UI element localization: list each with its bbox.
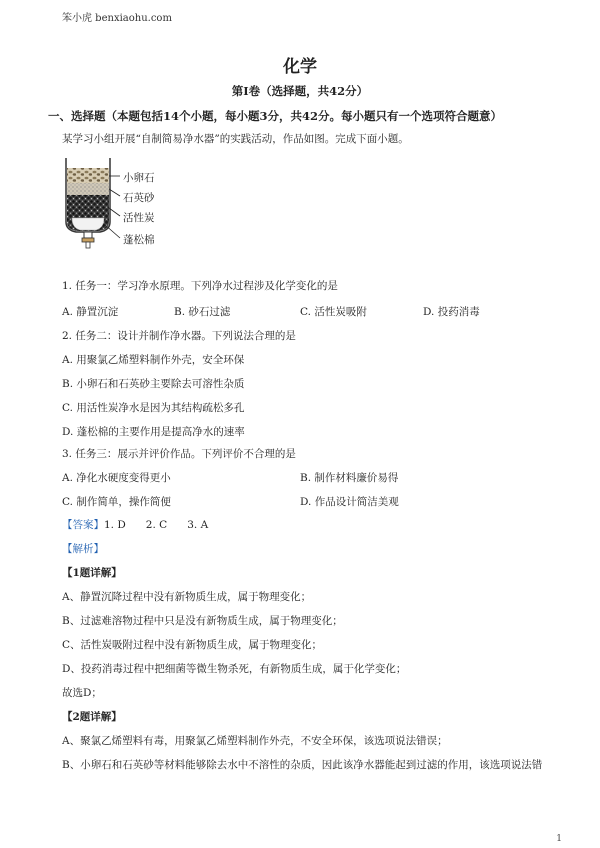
label-activated-carbon: 活性炭 (123, 212, 155, 224)
detail-1-tag: 【1题详解】 (62, 567, 122, 579)
answer-line (62, 517, 208, 532)
section-heading: 一、选择题（本题包括14个小题，每小题3分，共42分。每小题只有一个选项符合题意） (48, 109, 503, 123)
answer-tag: 【答案】 (62, 519, 104, 531)
analysis-tag: 【解析】 (62, 543, 104, 555)
volume-subtitle: 第I卷（选择题，共42分） (231, 84, 369, 98)
q3-option-b: B. 制作材料廉价易得 (300, 472, 399, 484)
detail-1-line: 故选D； (62, 687, 102, 699)
question-3-stem: 3. 任务三：展示并评价作品。下列评价不合理的是 (62, 448, 296, 460)
page-number: 1 (556, 834, 562, 844)
detail-2-line: A、聚氯乙烯塑料有毒，用聚氯乙烯塑料制作外壳，不安全环保，该选项说法错误； (62, 735, 448, 747)
detail-1-line: C、活性炭吸附过程中没有新物质生成，属于物理变化； (62, 639, 323, 651)
q2-option-d: D. 蓬松棉的主要作用是提高净水的速率 (62, 426, 245, 438)
q3-option-c: C. 制作简单，操作简便 (62, 496, 171, 508)
detail-2-tag: 【2题详解】 (62, 711, 122, 723)
q1-option-d: D. 投药消毒 (423, 306, 480, 318)
question-intro: 某学习小组开展“自制简易净水器”的实践活动，作品如图。完成下面小题。 (62, 133, 409, 145)
label-pebbles: 小卵石 (123, 172, 155, 184)
q3-option-a: A. 净化水硬度变得更小 (62, 472, 171, 484)
detail-2-line: B、小卵石和石英砂等材料能够除去水中不溶性的杂质，因此该净水器能起到过滤的作用，该选项说法错 (62, 759, 543, 771)
q1-option-c: C. 活性炭吸附 (300, 306, 367, 318)
q1-option-b: B. 砂石过滤 (174, 306, 231, 318)
question-2-stem: 2. 任务二：设计并制作净水器。下列说法合理的是 (62, 330, 296, 342)
page-title: 化学 (283, 57, 317, 77)
answer-text: 1. D 2. C 3. A (104, 519, 209, 531)
question-1-stem: 1. 任务一：学习净水原理。下列净水过程涉及化学变化的是 (62, 280, 338, 292)
q2-option-c: C. 用活性炭净水是因为其结构疏松多孔 (62, 402, 245, 414)
label-cotton: 蓬松棉 (123, 234, 155, 246)
detail-1-line: D、投药消毒过程中把细菌等微生物杀死，有新物质生成，属于化学变化； (62, 663, 407, 675)
site-header: 笨小虎 benxiaohu.com (62, 13, 172, 24)
q2-option-a: A. 用聚氯乙烯塑料制作外壳，安全环保 (62, 354, 245, 366)
q1-option-a: A. 静置沉淀 (62, 306, 119, 318)
detail-1-line: B、过滤难溶物过程中只是没有新物质生成，属于物理变化； (62, 615, 343, 627)
q2-option-b: B. 小卵石和石英砂主要除去可溶性杂质 (62, 378, 245, 390)
q3-option-d: D. 作品设计简洁美观 (300, 496, 399, 508)
detail-1-line: A、静置沉降过程中没有新物质生成，属于物理变化； (62, 591, 312, 603)
label-quartz-sand: 石英砂 (123, 192, 155, 204)
